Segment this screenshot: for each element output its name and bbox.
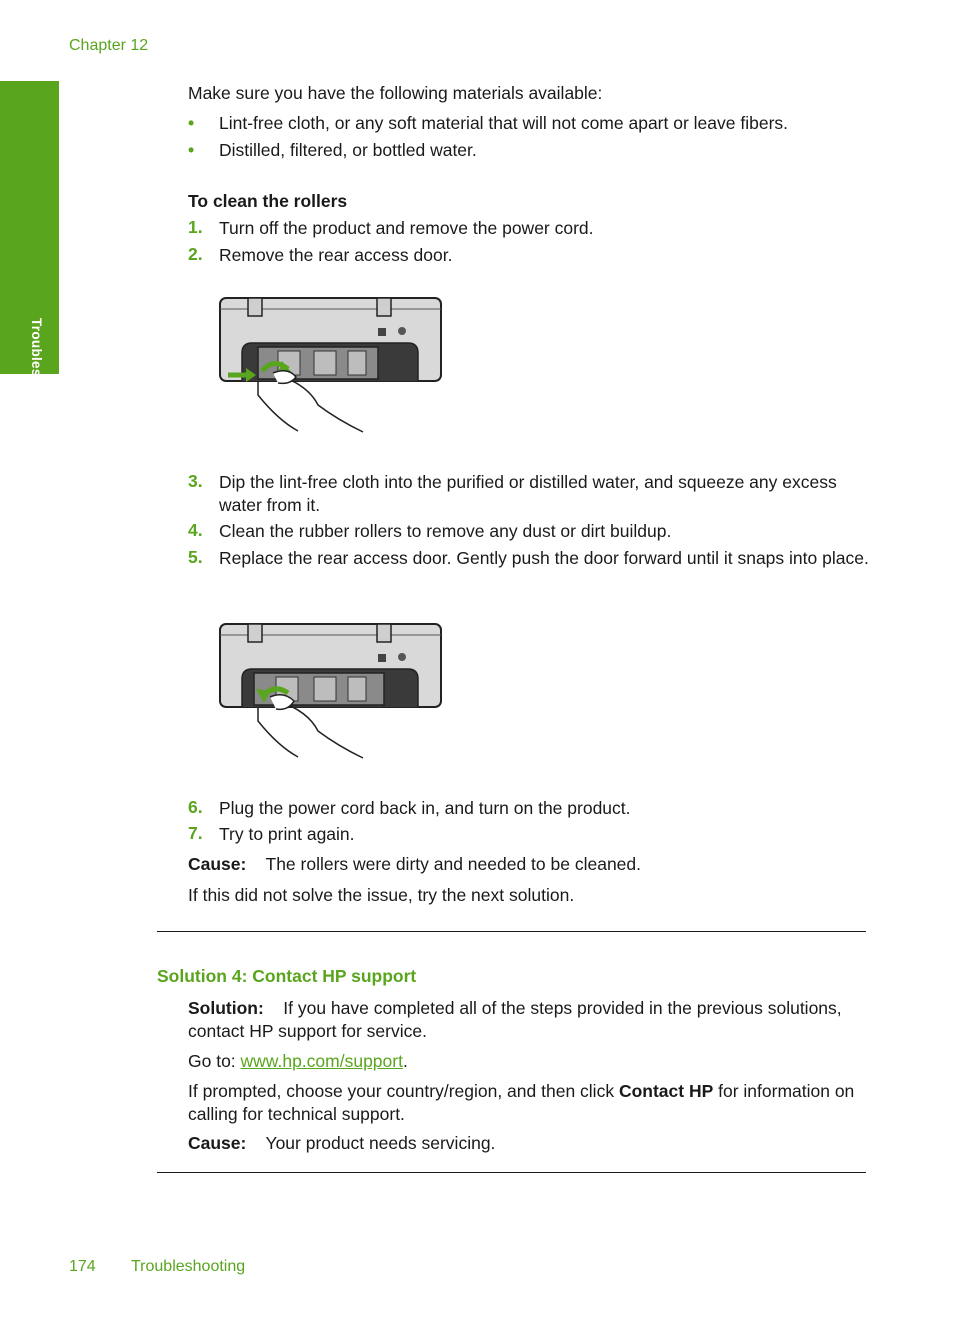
step-text-7: Try to print again. — [219, 824, 355, 844]
next-solution-note: If this did not solve the issue, try the next solution. — [188, 885, 575, 905]
goto-line — [188, 1050, 868, 1073]
step-num-5: 5. — [188, 547, 203, 567]
prompt-text-pre: If prompted, choose your country/region, and then click — [188, 1081, 619, 1101]
step-num-4: 4. — [188, 520, 203, 540]
footer-section-title: Troubleshooting — [131, 1258, 246, 1275]
goto-suffix: . — [402, 1051, 408, 1071]
step-num-1: 1. — [188, 217, 203, 237]
bullet-2: • — [188, 140, 195, 160]
contact-hp-paragraph — [188, 1080, 868, 1125]
prompt-text-post: for information on calling for technical support. — [188, 1081, 855, 1124]
step-text-2: Remove the rear access door. — [219, 245, 453, 265]
procedure-title: To clean the rollers — [188, 191, 348, 211]
side-section-tab — [0, 81, 59, 429]
chapter-header: Chapter 12 — [69, 37, 149, 54]
hp-support-link[interactable]: www.hp.com/support — [240, 1051, 403, 1071]
step-num-6: 6. — [188, 797, 203, 817]
material-item-2: Distilled, filtered, or bottled water. — [219, 140, 477, 160]
step-num-7: 7. — [188, 823, 203, 843]
goto-prefix: Go to: — [188, 1051, 241, 1071]
cause-label: Cause: — [188, 854, 247, 874]
side-tab-label: Troubleshooting — [29, 318, 44, 429]
section-divider-bottom — [157, 1172, 866, 1173]
bullet-1: • — [188, 113, 195, 133]
solution-4-paragraph — [188, 997, 868, 1042]
printer-rear-door-replace-illustration — [218, 621, 444, 759]
solution-label: Solution: — [188, 998, 264, 1018]
step-text-4: Clean the rubber rollers to remove any dust or dirt buildup. — [219, 521, 672, 541]
section-divider — [157, 931, 866, 932]
cause-text: The rollers were dirty and needed to be cleaned. — [265, 854, 642, 874]
cause-label-2: Cause: — [188, 1133, 247, 1153]
material-item-1: Lint-free cloth, or any soft material that will not come apart or leave fibers. — [219, 113, 789, 133]
step-num-3: 3. — [188, 471, 203, 491]
materials-intro: Make sure you have the following materials available: — [188, 83, 603, 103]
step-text-1: Turn off the product and remove the power cord. — [219, 218, 594, 238]
step-text-6: Plug the power cord back in, and turn on the product. — [219, 798, 631, 818]
cause-rollers — [188, 854, 641, 875]
solution-text: If you have completed all of the steps provided in the previous solutions, contact HP support for service. — [188, 998, 842, 1041]
step-text-3: Dip the lint-free cloth into the purified or distilled water, and squeeze any excess water from it. — [219, 472, 837, 515]
step-text-5: Replace the rear access door. Gently push the door forward until it snaps into place. — [219, 548, 869, 568]
cause-servicing — [188, 1133, 495, 1154]
solution-4-heading: Solution 4: Contact HP support — [157, 966, 417, 986]
cause-text-2: Your product needs servicing. — [265, 1133, 496, 1153]
footer-page-number: 174 — [69, 1258, 96, 1275]
contact-hp-label: Contact HP — [618, 1081, 714, 1101]
step-num-2: 2. — [188, 244, 203, 264]
printer-rear-door-removal-illustration — [218, 295, 444, 433]
